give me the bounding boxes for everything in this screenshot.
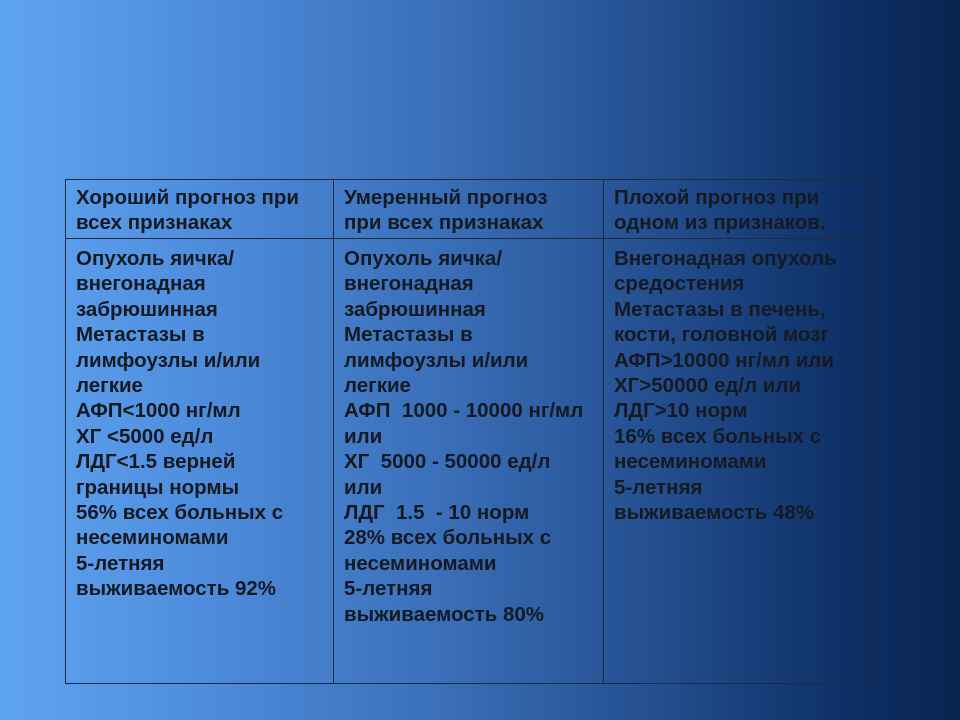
cell-line: забрюшинная [76,297,218,321]
cell-line: кости, головной мозг [614,323,829,347]
cell-line: ЛДГ<1.5 верней [76,450,236,474]
cell-line: ХГ <5000 ед/л [76,424,214,448]
cell-line: ЛДГ 1.5 - 10 норм [344,501,530,525]
header-line: Плохой прогноз при [614,186,820,209]
cell-line: выживаемость 48% [614,501,815,525]
cell-line: АФП<1000 нг/мл [76,399,241,423]
cell-line: Опухоль яичка/ [76,247,235,270]
cell-line: 5-летняя [614,475,703,499]
cell-line: границы нормы [76,475,240,499]
cell-line: или [344,475,383,499]
cell-line: 16% всех больных с [614,424,822,448]
header-good-prognosis [66,180,334,239]
cell-line: средостения [614,272,745,296]
cell-moderate-prognosis [334,239,604,684]
cell-line: лимфоузлы и/или [76,348,261,372]
cell-line: внегонадная [344,272,474,296]
cell-line: АФП 1000 - 10000 нг/мл [344,399,584,423]
table-body-row [66,239,872,684]
header-line: всех признаках [76,211,233,235]
table-header-row [66,180,872,239]
cell-line: или [344,424,383,448]
cell-line: 56% всех больных с [76,501,284,525]
cell-line: Метастазы в [76,323,205,347]
cell-line: Метастазы в печень, [614,297,826,321]
cell-line: ЛДГ>10 норм [614,399,748,423]
cell-line: Опухоль яичка/ [344,247,503,270]
cell-line: легкие [76,374,143,398]
cell-line: АФП>10000 нг/мл или [614,348,834,372]
cell-line: 5-летняя [76,551,165,575]
cell-line: выживаемость 80% [344,602,545,626]
cell-line: забрюшинная [344,297,486,321]
cell-line: ХГ 5000 - 50000 ед/л [344,450,551,474]
cell-line: несеминомами [614,450,767,474]
cell-line: лимфоузлы и/или [344,348,529,372]
cell-line: выживаемость 92% [76,577,277,601]
cell-poor-prognosis [604,239,872,684]
header-moderate-prognosis [334,180,604,239]
header-poor-prognosis [604,180,872,239]
cell-line: ХГ>50000 ед/л или [614,374,802,398]
header-line: Умеренный прогноз [344,186,548,209]
prognosis-table [65,179,872,684]
header-line: Хороший прогноз при [76,186,299,209]
cell-line: легкие [344,374,411,398]
cell-line: внегонадная [76,272,206,296]
header-line: одном из признаков. [614,211,826,235]
cell-line: 5-летняя [344,577,433,601]
cell-line: 28% всех больных с [344,526,552,550]
cell-line: Метастазы в [344,323,473,347]
cell-line: Внегонадная опухоль [614,247,837,270]
cell-good-prognosis [66,239,334,684]
header-line: при всех признаках [344,211,544,235]
cell-line: несеминомами [76,526,229,550]
cell-line: несеминомами [344,551,497,575]
